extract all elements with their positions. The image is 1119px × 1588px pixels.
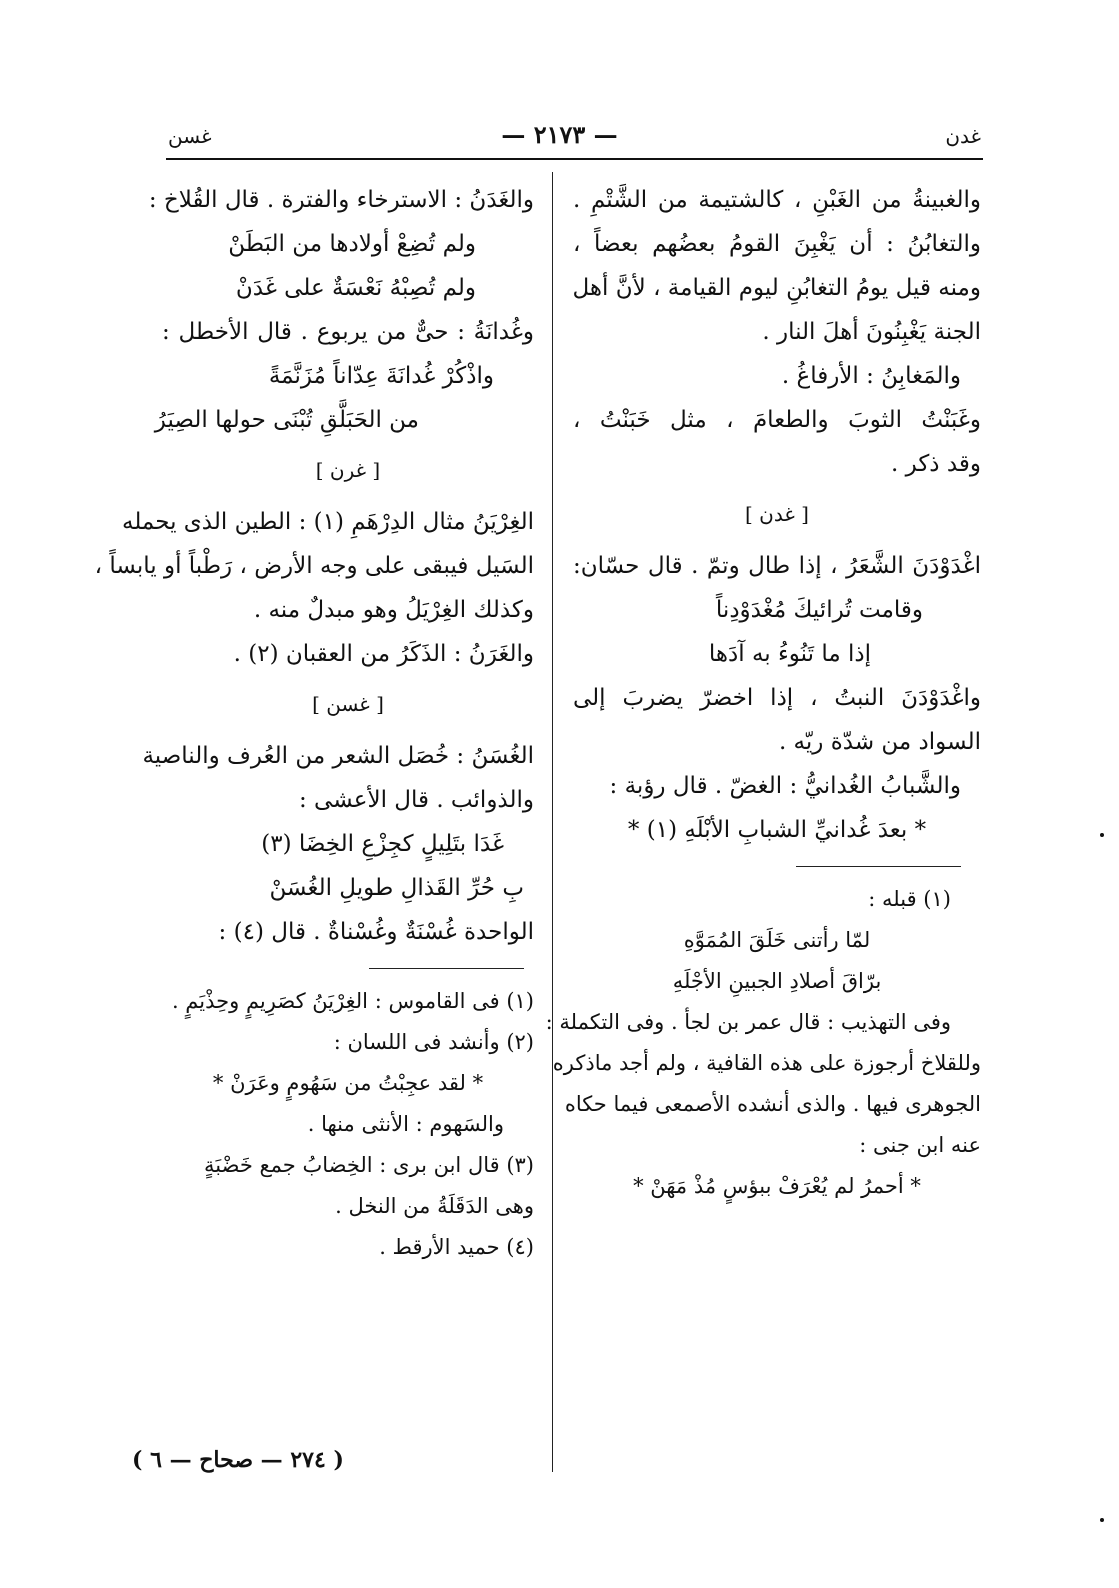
column-divider: [552, 172, 553, 1472]
text-line: والشَّبابُ الغُدانيُّ : الغضّ . قال رؤبة :: [609, 773, 961, 799]
footnote-verse: * أحمرُ لم يُعْرَفْ ببؤسٍ مُذْ مَهَنْ *: [633, 1174, 921, 1198]
text-line: والتغابُنُ : أن يَغْبِنَ القومُ بعضُهم بعضاً ،: [573, 231, 981, 257]
text-line: واغْدَوْدَنَ النبتُ ، إذا اخضرّ يضربَ إلى: [573, 685, 981, 711]
section-heading-ghrn: [ غرن ]: [315, 458, 381, 482]
footnote-line: وهى الدَقَلَةُ من النخل .: [335, 1194, 534, 1218]
footnote-verse: * لقد عجِبْتُ من سَهُومٍ وعَرَنْ *: [212, 1071, 484, 1095]
text-line: الغُسَنُ : خُصَل الشعر من العُرف والناصية: [142, 743, 534, 769]
footnote-line: وفى التهذيب : قال عمر بن لجأ . وفى التكملة :: [545, 1010, 951, 1034]
text-line: وغُدانَةُ : حىٌّ من يربوع . قال الأخطل :: [162, 319, 534, 345]
verse-line: وقامت تُرائيكَ مُغْدَوْدِناً: [715, 597, 923, 623]
text-line: الواحدة غُسْنَةٌ وغُسْناةٌ . قال (٤) :: [218, 919, 534, 945]
verse-line: ولم تُصِبْهُ نَعْسَةٌ على غَدَنْ: [235, 275, 476, 301]
header-root-word-left: غسن: [168, 124, 212, 148]
text-line: والغبينةُ من الغَبْنِ ، كالشتيمة من الشَّتْمِ .: [573, 187, 981, 213]
header-root-word-right: غدن: [945, 124, 981, 148]
verse-line: واذْكُرْ غُدانَةَ عِدّاناً مُزَنَّمَةً: [268, 363, 494, 389]
text-line: والغَدَنُ : الاسترخاء والفترة . قال القُلاخ :: [148, 187, 534, 213]
text-line: والذوائب . قال الأعشى :: [299, 787, 534, 813]
footnote-line: (٤) حميد الأرقط .: [379, 1235, 534, 1259]
scan-speck: [1100, 833, 1104, 837]
text-line: والغَرَنُ : الذَكَرُ من العقبان (٢) .: [233, 641, 534, 667]
page-number: — ٢١٧٣ —: [501, 120, 618, 149]
text-line: الغِرْيَنُ مثال الدِرْهَمِ (١) : الطين الذى يحمله: [121, 509, 534, 535]
scan-speck: [1100, 1518, 1104, 1522]
footnote-line: والسَهوم : الأنثى منها .: [307, 1112, 504, 1136]
footnote-line: (٢) وأنشد فى اللسان :: [333, 1030, 534, 1054]
text-line: والمَغابِنُ : الأرفاغُ .: [781, 363, 961, 389]
footnote-line: (٣) قال ابن برى : الخِضابُ جمع خَضْبَةٍ: [204, 1153, 534, 1177]
footnote-verse: برّاقَ أصلادِ الجبينِ الأجْلَهِ: [672, 969, 882, 993]
text-line: اغْدَوْدَنَ الشَّعَرُ ، إذا طال وتمّ . قال حسّان:: [573, 553, 981, 579]
text-line: السواد من شدّة ريّه .: [778, 729, 981, 755]
header-rule: [166, 158, 983, 160]
text-line: ومنه قيل يومُ التغابُنِ ليوم القيامة ، لأنَّ أهل: [572, 275, 981, 301]
section-heading-ghsn: [ غسن ]: [312, 692, 384, 716]
right-column: [545, 178, 981, 1207]
section-heading-ghdn: [ غدن ]: [745, 502, 809, 526]
text-line: السَيل فيبقى على وجه الأرض ، رَطْباً أو يابساً ،: [94, 553, 534, 579]
verse-line: غَدَا بتَلِيلٍ كجِزْعِ الخِضَا (٣): [261, 831, 504, 857]
footnote-rule: [796, 866, 961, 867]
footnote-line: (١) فى القاموس : الغِرْيَنُ كصَرِيمٍ وحِذْيَمٍ .: [171, 989, 534, 1013]
footnote-verse: لمّا رأتنى خَلَقَ المُمَوَّهِ: [683, 928, 871, 952]
verse-line: ولم تُضِعْ أولادها من البَطَنْ: [228, 231, 476, 257]
verse-line: إذا ما تَنُوءُ به آدَها: [708, 641, 871, 667]
text-line: الجنة يَغْبِنُونَ أهلَ النار .: [762, 319, 981, 345]
footnote-line: (١) قبله :: [868, 887, 951, 911]
text-line: وكذلك الغِرْيَلُ وهو مبدلٌ منه .: [253, 597, 534, 623]
verse-line: من الحَبَلَّقِ تُبْنَى حولها الصِيَرُ: [154, 407, 419, 433]
footnote-line: الجوهرى فيها . والذى أنشده الأصمعى فيما حكاه: [564, 1092, 981, 1116]
verse-line: * بعدَ غُدانيِّ الشبابِ الأبْلَهِ (١) *: [627, 817, 927, 843]
signature-footer: ( ٢٧٤ — صحاح — ٦ ): [132, 1447, 344, 1473]
text-line: وقد ذكر .: [891, 451, 981, 477]
text-line: وغَبَنْتُ الثوبَ والطعامَ ، مثل خَبَنْتُ ،: [573, 407, 981, 433]
verse-line: بِ حُرِّ القَذالِ طويلِ الغُسَنْ: [269, 875, 524, 901]
left-column: [94, 178, 534, 1268]
footnote-line: وللقلاخ أرجوزة على هذه القافية ، ولم أجد ماذكره: [552, 1051, 981, 1075]
footnote-rule: [369, 968, 524, 969]
footnote-line: عنه ابن جنى :: [859, 1133, 981, 1157]
